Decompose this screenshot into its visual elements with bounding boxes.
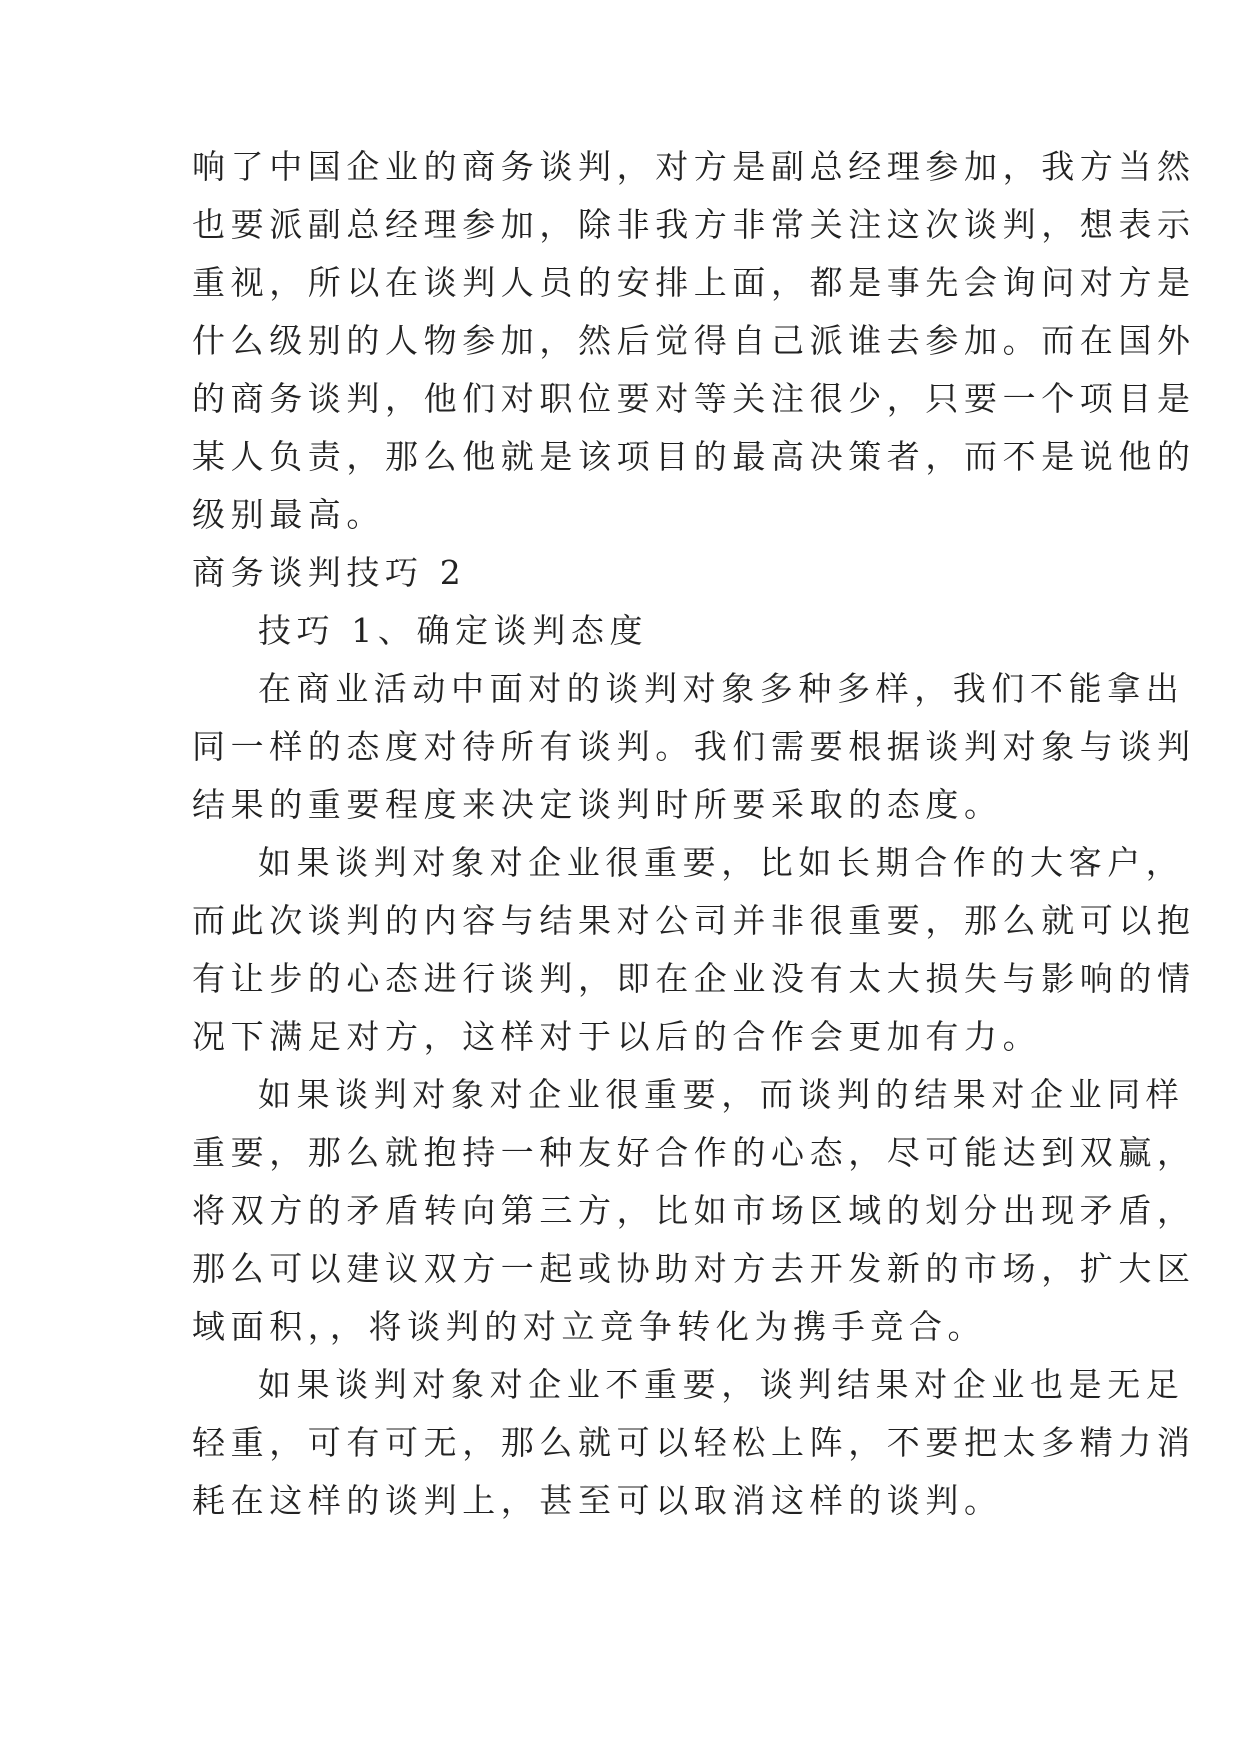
paragraph-line: 什么级别的人物参加，然后觉得自己派谁去参加。而在国外 xyxy=(192,321,1196,360)
paragraph-line: 的商务谈判，他们对职位要对等关注很少，只要一个项目是 xyxy=(192,379,1196,418)
paragraph-line: 域面积，，将谈判的对立竞争转化为携手竞合。 xyxy=(192,1307,987,1346)
paragraph-line: 有让步的心态进行谈判，即在企业没有太大损失与影响的情 xyxy=(192,959,1196,998)
paragraph-line: 况下满足对方，这样对于以后的合作会更加有力。 xyxy=(192,1017,1042,1056)
paragraph-line: 重要，那么就抱持一种友好合作的心态，尽可能达到双赢， xyxy=(192,1133,1196,1172)
paragraph-line: 那么可以建议双方一起或协助对方去开发新的市场，扩大区 xyxy=(192,1249,1196,1288)
section-heading: 商务谈判技巧 2 xyxy=(192,553,467,592)
paragraph-line: 结果的重要程度来决定谈判时所要采取的态度。 xyxy=(192,785,1003,824)
paragraph-line: 如果谈判对象对企业很重要，比如长期合作的大客户， xyxy=(258,843,1185,882)
subsection-heading: 技巧 1、确定谈判态度 xyxy=(258,611,649,650)
paragraph-line: 将双方的矛盾转向第三方，比如市场区域的划分出现矛盾， xyxy=(192,1191,1196,1230)
paragraph-line: 而此次谈判的内容与结果对公司并非很重要，那么就可以抱 xyxy=(192,901,1196,940)
paragraph-line: 如果谈判对象对企业很重要，而谈判的结果对企业同样 xyxy=(258,1075,1185,1114)
paragraph-line: 在商业活动中面对的谈判对象多种多样，我们不能拿出 xyxy=(258,669,1185,708)
paragraph-line: 耗在这样的谈判上，甚至可以取消这样的谈判。 xyxy=(192,1481,1003,1520)
paragraph-line: 重视，所以在谈判人员的安排上面，都是事先会询问对方是 xyxy=(192,263,1196,302)
paragraph-line: 响了中国企业的商务谈判，对方是副总经理参加，我方当然 xyxy=(192,147,1196,186)
paragraph-line: 轻重，可有可无，那么就可以轻松上阵，不要把太多精力消 xyxy=(192,1423,1196,1462)
paragraph-line: 某人负责，那么他就是该项目的最高决策者，而不是说他的 xyxy=(192,437,1196,476)
paragraph-line: 级别最高。 xyxy=(192,495,385,534)
paragraph-line: 如果谈判对象对企业不重要，谈判结果对企业也是无足 xyxy=(258,1365,1185,1404)
paragraph-line: 同一样的态度对待所有谈判。我们需要根据谈判对象与谈判 xyxy=(192,727,1196,766)
paragraph-line: 也要派副总经理参加，除非我方非常关注这次谈判，想表示 xyxy=(192,205,1196,244)
